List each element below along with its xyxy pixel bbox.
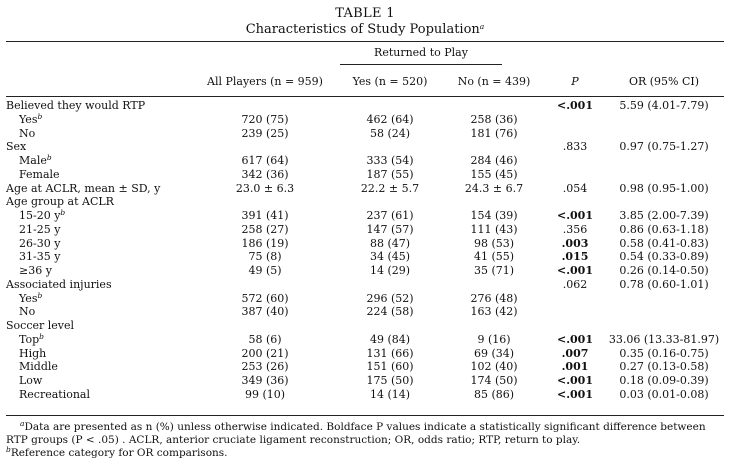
table-row bbox=[6, 168, 724, 182]
row-label bbox=[6, 347, 192, 361]
cell-p-value bbox=[546, 154, 604, 168]
cell-rtp-yes: 34 (45) bbox=[369, 250, 411, 264]
cell-p-value: <.001 bbox=[556, 264, 593, 277]
cell-rtp-no: 98 (53) bbox=[473, 236, 515, 250]
cell-p-value: .062 bbox=[562, 277, 588, 291]
row-label-text: No bbox=[19, 126, 36, 140]
returned-to-play-group-header: Returned to Play bbox=[374, 46, 468, 59]
row-label-text: Female bbox=[19, 167, 60, 181]
cell-odds-ratio: 0.18 (0.09-0.39) bbox=[619, 374, 709, 387]
cell-p-value bbox=[546, 127, 604, 141]
cell-rtp-yes: 14 (14) bbox=[369, 387, 411, 401]
footnote-b bbox=[6, 447, 724, 460]
cell-p-value: .356 bbox=[562, 222, 588, 236]
row-label bbox=[6, 113, 192, 127]
cell-rtp-no bbox=[442, 195, 546, 209]
cell-p-value: <.001 bbox=[556, 209, 593, 222]
table-row bbox=[6, 374, 724, 388]
cell-all-players bbox=[192, 140, 338, 154]
cell-rtp-yes: 58 (24) bbox=[369, 126, 411, 140]
reference-footnote-mark: b bbox=[39, 331, 44, 341]
cell-all-players: 258 (27) bbox=[241, 222, 289, 236]
row-label bbox=[6, 127, 192, 141]
reference-footnote-mark: b bbox=[60, 208, 66, 217]
cell-all-players: 349 (36) bbox=[241, 374, 289, 387]
cell-rtp-yes: 88 (47) bbox=[369, 236, 411, 250]
row-label-text: 15-20 y bbox=[19, 209, 61, 222]
row-label-text: Age group at ACLR bbox=[6, 195, 114, 209]
cell-odds-ratio: 0.35 (0.16-0.75) bbox=[619, 346, 709, 360]
cell-rtp-yes bbox=[338, 140, 442, 154]
row-label-text: Male bbox=[19, 154, 47, 167]
cell-all-players: 253 (26) bbox=[241, 360, 289, 374]
cell-rtp-yes: 237 (61) bbox=[366, 209, 414, 222]
cell-rtp-yes: 131 (66) bbox=[366, 346, 414, 360]
cell-p-value: .015 bbox=[561, 250, 589, 264]
header-rule bbox=[6, 96, 724, 97]
col-header-no: No (n = 439) bbox=[457, 75, 531, 88]
cell-all-players: 23.0 ± 6.3 bbox=[235, 181, 295, 195]
col-header-p: P bbox=[571, 75, 579, 88]
cell-p-value: .833 bbox=[562, 140, 588, 154]
table-row bbox=[6, 182, 724, 196]
table-row bbox=[6, 237, 724, 251]
cell-rtp-no: 174 (50) bbox=[470, 374, 518, 387]
cell-all-players bbox=[192, 99, 338, 113]
cell-rtp-no bbox=[442, 99, 546, 113]
table-row bbox=[6, 333, 724, 347]
cell-p-value: <.001 bbox=[556, 387, 593, 401]
cell-all-players bbox=[192, 319, 338, 333]
reference-footnote-mark: b bbox=[37, 290, 43, 300]
cell-rtp-yes: 14 (29) bbox=[369, 264, 411, 277]
row-label bbox=[6, 360, 192, 374]
cell-all-players: 720 (75) bbox=[241, 112, 289, 126]
cell-rtp-yes: 147 (57) bbox=[366, 222, 414, 236]
row-label-text: Middle bbox=[19, 360, 58, 374]
cell-odds-ratio bbox=[604, 154, 724, 168]
cell-all-players: 49 (5) bbox=[248, 264, 282, 277]
footnotes bbox=[6, 421, 724, 460]
cell-odds-ratio bbox=[604, 127, 724, 141]
cell-rtp-no: 284 (46) bbox=[470, 154, 518, 167]
characteristics-table bbox=[6, 99, 724, 402]
cell-rtp-yes: 49 (84) bbox=[369, 332, 411, 346]
row-label bbox=[6, 140, 192, 154]
row-label bbox=[6, 388, 192, 402]
cell-p-value bbox=[546, 168, 604, 182]
cell-rtp-yes: 22.2 ± 5.7 bbox=[360, 181, 420, 195]
col-header-or: OR (95% CI) bbox=[628, 75, 700, 88]
row-label bbox=[6, 154, 192, 168]
cell-rtp-yes: 296 (52) bbox=[366, 291, 414, 305]
cell-odds-ratio: 5.59 (4.01-7.79) bbox=[619, 99, 709, 112]
cell-rtp-no: 163 (42) bbox=[470, 305, 518, 319]
table-row bbox=[6, 264, 724, 278]
col-header-all-players: All Players (n = 959) bbox=[207, 75, 323, 88]
cell-rtp-no: 102 (40) bbox=[470, 360, 518, 374]
table-subtitle-footnote-mark: a bbox=[479, 22, 485, 31]
cell-all-players bbox=[192, 195, 338, 209]
cell-p-value: .003 bbox=[561, 236, 589, 250]
cell-odds-ratio: 0.27 (0.13-0.58) bbox=[619, 360, 709, 374]
table-row bbox=[6, 209, 724, 223]
row-label-text: 21-25 y bbox=[19, 222, 61, 236]
table-row bbox=[6, 127, 724, 141]
row-label-text: Sex bbox=[6, 140, 27, 154]
footnote-a bbox=[6, 421, 724, 447]
cell-odds-ratio: 0.54 (0.33-0.89) bbox=[619, 250, 709, 264]
cell-rtp-no bbox=[442, 140, 546, 154]
row-label bbox=[6, 237, 192, 251]
cell-rtp-no: 85 (86) bbox=[473, 387, 515, 401]
table-row bbox=[6, 113, 724, 127]
cell-all-players: 617 (64) bbox=[241, 154, 289, 167]
cell-p-value bbox=[546, 292, 604, 306]
row-label bbox=[6, 264, 192, 278]
row-label-text: High bbox=[19, 346, 47, 360]
row-label-text: Yes bbox=[19, 112, 38, 126]
cell-all-players: 391 (41) bbox=[241, 209, 289, 222]
table-row bbox=[6, 292, 724, 306]
footnote-a-mark: a bbox=[20, 419, 25, 428]
cell-all-players: 200 (21) bbox=[241, 346, 289, 360]
cell-rtp-yes: 187 (55) bbox=[366, 167, 414, 181]
cell-p-value: .001 bbox=[561, 360, 589, 374]
cell-rtp-yes bbox=[338, 99, 442, 113]
cell-rtp-no: 9 (16) bbox=[477, 332, 511, 346]
table-row bbox=[6, 250, 724, 264]
cell-odds-ratio: 0.78 (0.60-1.01) bbox=[619, 277, 709, 291]
table-row bbox=[6, 360, 724, 374]
cell-odds-ratio bbox=[604, 168, 724, 182]
row-label-text: Top bbox=[19, 332, 40, 346]
row-label bbox=[6, 319, 192, 333]
cell-odds-ratio bbox=[604, 319, 724, 333]
cell-odds-ratio bbox=[604, 292, 724, 306]
cell-rtp-yes: 462 (64) bbox=[366, 112, 414, 126]
row-label-text: Low bbox=[19, 374, 43, 387]
cell-all-players: 342 (36) bbox=[241, 167, 289, 181]
cell-odds-ratio: 0.97 (0.75-1.27) bbox=[619, 140, 709, 154]
cell-p-value: <.001 bbox=[556, 99, 593, 112]
cell-odds-ratio: 0.98 (0.95-1.00) bbox=[619, 181, 709, 195]
footnote-b-mark: b bbox=[6, 445, 11, 454]
cell-p-value: <.001 bbox=[556, 332, 593, 346]
reference-footnote-mark: b bbox=[46, 153, 52, 162]
cell-odds-ratio bbox=[604, 195, 724, 209]
row-label bbox=[6, 168, 192, 182]
table-row bbox=[6, 347, 724, 361]
row-label-text: 26-30 y bbox=[19, 236, 61, 250]
row-label-text: Age at ACLR, mean ± SD, y bbox=[6, 181, 161, 195]
row-label-text: No bbox=[19, 305, 36, 319]
cell-all-players: 75 (8) bbox=[248, 250, 282, 264]
cell-rtp-yes: 224 (58) bbox=[366, 305, 414, 319]
cell-all-players: 186 (19) bbox=[241, 236, 289, 250]
cell-rtp-no: 155 (45) bbox=[470, 167, 518, 181]
reference-footnote-mark: b bbox=[37, 111, 43, 121]
cell-rtp-yes bbox=[338, 195, 442, 209]
table-row bbox=[6, 195, 724, 209]
cell-odds-ratio: 3.85 (2.00-7.39) bbox=[619, 209, 709, 222]
cell-p-value bbox=[546, 195, 604, 209]
cell-odds-ratio: 0.26 (0.14-0.50) bbox=[619, 264, 709, 277]
table-row bbox=[6, 154, 724, 168]
table-title: TABLE 1 bbox=[335, 6, 395, 21]
cell-all-players bbox=[192, 278, 338, 292]
cell-rtp-no: 35 (71) bbox=[473, 264, 515, 277]
cell-odds-ratio: 0.03 (0.01-0.08) bbox=[619, 387, 709, 401]
table-row bbox=[6, 140, 724, 154]
cell-rtp-no bbox=[442, 278, 546, 292]
cell-rtp-no: 154 (39) bbox=[470, 209, 518, 222]
footnote-b-text: Reference category for OR comparisons. bbox=[10, 447, 228, 459]
table-row bbox=[6, 278, 724, 292]
table-subtitle bbox=[0, 22, 730, 38]
cell-odds-ratio: 0.86 (0.63-1.18) bbox=[619, 222, 709, 236]
cell-odds-ratio bbox=[604, 305, 724, 319]
cell-p-value bbox=[546, 305, 604, 319]
row-label-text: Believed they would RTP bbox=[6, 99, 146, 112]
row-label bbox=[6, 182, 192, 196]
cell-p-value bbox=[546, 319, 604, 333]
row-label-text: Soccer level bbox=[6, 319, 75, 332]
table-row bbox=[6, 99, 724, 113]
row-label bbox=[6, 223, 192, 237]
cell-odds-ratio: 33.06 (13.33-81.97) bbox=[608, 332, 720, 346]
row-label bbox=[6, 374, 192, 388]
cell-odds-ratio: 0.58 (0.41-0.83) bbox=[619, 236, 709, 250]
row-label bbox=[6, 305, 192, 319]
cell-odds-ratio bbox=[604, 113, 724, 127]
row-label-text: Recreational bbox=[19, 387, 91, 401]
row-label bbox=[6, 99, 192, 113]
cell-rtp-no: 258 (36) bbox=[470, 112, 518, 126]
cell-rtp-no: 24.3 ± 6.7 bbox=[464, 181, 524, 195]
row-label-text: Associated injuries bbox=[6, 277, 112, 291]
row-label-text: 31-35 y bbox=[19, 250, 61, 264]
cell-rtp-no: 111 (43) bbox=[470, 222, 518, 236]
table-row bbox=[6, 319, 724, 333]
cell-rtp-no bbox=[442, 319, 546, 333]
cell-rtp-no: 181 (76) bbox=[470, 126, 518, 140]
col-header-yes: Yes (n = 520) bbox=[352, 75, 428, 88]
row-label bbox=[6, 195, 192, 209]
table-row bbox=[6, 305, 724, 319]
cell-rtp-yes bbox=[338, 319, 442, 333]
cell-p-value: .007 bbox=[561, 346, 589, 360]
cell-rtp-yes: 175 (50) bbox=[366, 374, 414, 387]
cell-p-value bbox=[546, 113, 604, 127]
cell-all-players: 239 (25) bbox=[241, 126, 289, 140]
table-body bbox=[6, 99, 724, 402]
top-rule bbox=[6, 41, 724, 42]
cell-all-players: 572 (60) bbox=[241, 291, 289, 305]
cell-p-value: <.001 bbox=[556, 374, 593, 387]
row-label bbox=[6, 209, 192, 223]
cell-all-players: 387 (40) bbox=[241, 305, 289, 319]
row-label bbox=[6, 292, 192, 306]
cell-rtp-yes bbox=[338, 278, 442, 292]
cell-rtp-yes: 333 (54) bbox=[366, 154, 414, 167]
group-header-rule bbox=[340, 64, 502, 65]
table-subtitle-text: Characteristics of Study Population bbox=[245, 22, 480, 37]
row-label bbox=[6, 333, 192, 347]
cell-all-players: 58 (6) bbox=[248, 332, 282, 346]
footnote-a-text: Data are presented as n (%) unless otherwise indicated. Boldface P values indicate a statistically significant difference between RTP groups (P < .05) . ACLR, anterior cruciate ligament reconstruction; OR, odds ratio; RTP, return to play. bbox=[6, 421, 706, 446]
cell-rtp-no: 69 (34) bbox=[473, 346, 515, 360]
bottom-rule bbox=[6, 415, 724, 416]
row-label bbox=[6, 250, 192, 264]
cell-p-value: .054 bbox=[562, 181, 588, 195]
table-row bbox=[6, 223, 724, 237]
cell-rtp-no: 276 (48) bbox=[470, 291, 518, 305]
table-row bbox=[6, 388, 724, 402]
row-label-text: Yes bbox=[19, 291, 38, 305]
row-label bbox=[6, 278, 192, 292]
cell-all-players: 99 (10) bbox=[244, 387, 286, 401]
row-label-text: ≥36 y bbox=[19, 264, 52, 277]
cell-rtp-yes: 151 (60) bbox=[366, 360, 414, 374]
cell-rtp-no: 41 (55) bbox=[473, 250, 515, 264]
